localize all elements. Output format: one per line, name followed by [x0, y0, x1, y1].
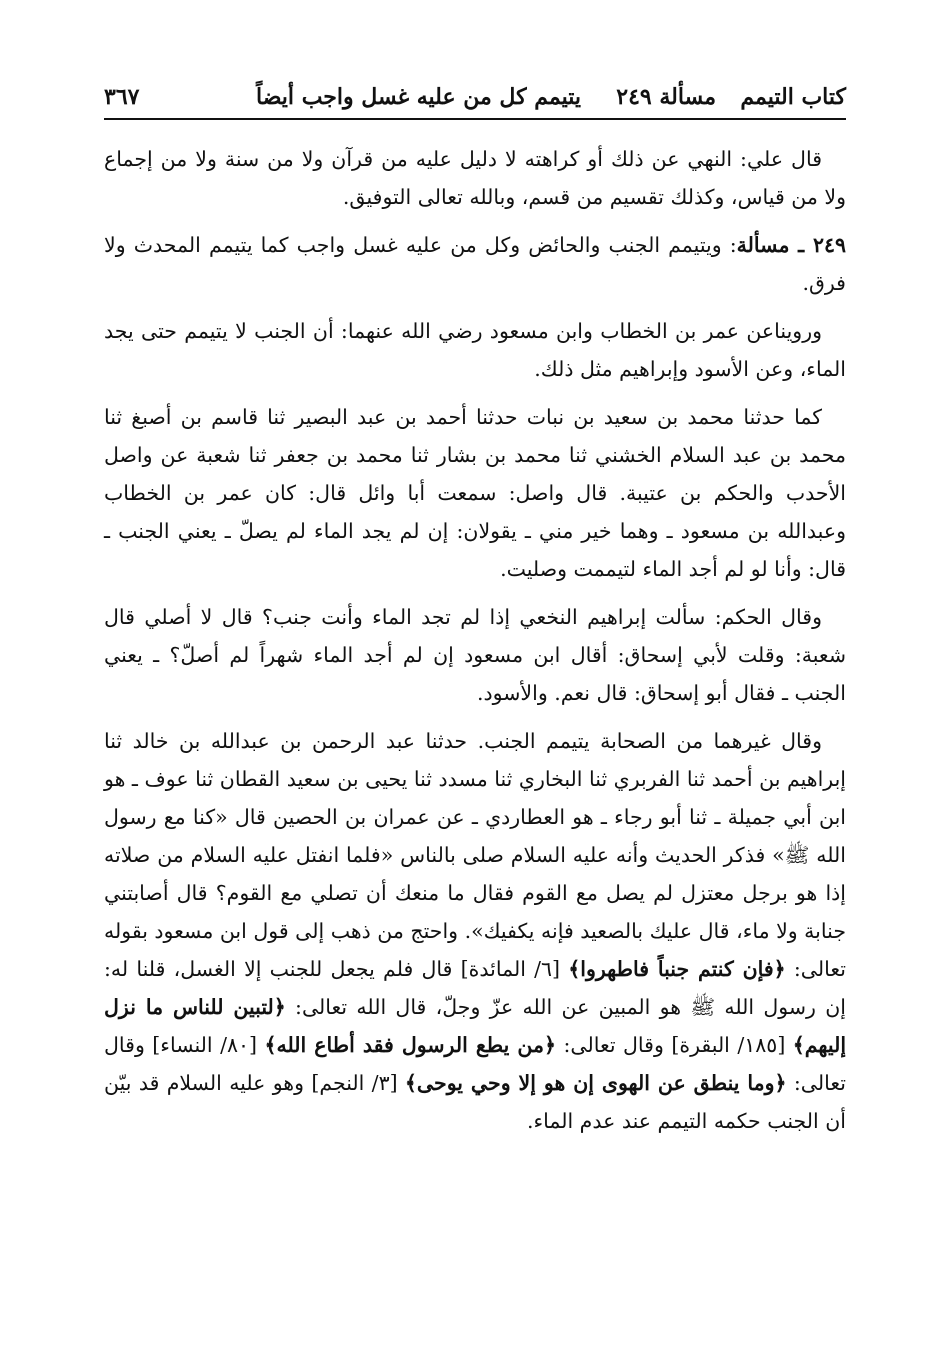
- page-body: [104, 140, 846, 1150]
- quran-quote: ﴿فإن كنتم جنباً فاطهروا﴾: [568, 957, 786, 981]
- issue-number: مسألة ٢٤٩: [616, 84, 716, 110]
- issue-paragraph: [104, 226, 846, 302]
- text-run: [٦/ المائدة] قال فلم يجعل للجنب إلا الغسل، قلنا له: إن رسول الله ﷺ هو المبين عن الله عزّ وجلّ، قال الله تعالى:: [104, 957, 846, 1019]
- paragraph: كما حدثنا محمد بن سعيد بن نبات حدثنا أحمد بن عبد البصير ثنا قاسم بن أصبغ ثنا محمد بن عبد السلام الخشني ثنا محمد بن بشار ثنا محمد بن جعفر ثنا شعبة عن واصل الأحدب والحكم بن عتيبة. قال واصل: سمعت أبا وائل قال: كان عمر بن الخطاب وعبدالله بن مسعود ـ وهما خير مني ـ يقولان: إن لم يجد الماء لم يصلّ ـ يعني الجنب ـ قال: وأنا لو لم أجد الماء لتيممت وصليت.: [104, 405, 846, 581]
- running-header: [104, 78, 846, 116]
- header-rule: [104, 118, 846, 120]
- quran-quote: ﴿لتبين للناس ما نزل إليهم﴾: [104, 995, 847, 1057]
- page-number: ٣٦٧: [104, 84, 140, 110]
- quran-quote: ﴿من يطع الرسول فقد أطاع الله﴾: [264, 1033, 557, 1057]
- issue-text: : ويتيمم الجنب والحائض وكل من عليه غسل واجب كما يتيمم المحدث ولا فرق.: [104, 233, 846, 295]
- issue-label: ٢٤٩ ـ مسألة: [736, 233, 846, 257]
- book-title: كتاب التيمم: [740, 84, 846, 110]
- quran-quote: ﴿وما ينطق عن الهوى إن هو إلا وحي يوحى﴾: [404, 1071, 787, 1095]
- issue-title: يتيمم كل من عليه غسل واجب أيضاً: [256, 84, 581, 110]
- text-run: [٨٠/ النساء] وقال تعالى:: [104, 1033, 846, 1095]
- paragraph: قال علي: النهي عن ذلك أو كراهته لا دليل عليه من قرآن ولا من سنة ولا من إجماع ولا من قياس، وكذلك تقسيم من قسم، وبالله تعالى التوفيق.: [104, 147, 846, 209]
- text-run: [٣/ النجم] وهو عليه السلام قد بيّن أن الجنب حكمه التيمم عند عدم الماء.: [104, 1071, 846, 1133]
- text-run: وقال غيرهما من الصحابة يتيمم الجنب. حدثنا عبد الرحمن بن عبدالله بن خالد ثنا إبراهيم بن أحمد ثنا الفربري ثنا البخاري ثنا مسدد ثنا يحيى بن سعيد القطان ثنا عوف ـ هو ابن أبي جميلة ـ ثنا أبو رجاء ـ هو العطاردي ـ عن عمران بن الحصين قال «كنا مع رسول الله ﷺ» فذكر الحديث وأنه عليه السلام صلى بالناس «فلما انفتل عليه السلام من صلاته إذا هو برجل معتزل لم يصل مع القوم فقال ما منعك أن تصلي مع القوم؟ قال أصابتني جنابة ولا ماء، قال عليك بالصعيد فإنه يكفيك». واحتج من ذهب إلى قول ابن مسعود بقوله تعالى:: [104, 729, 846, 981]
- paragraph: ورويناعن عمر بن الخطاب وابن مسعود رضي الله عنهما: أن الجنب لا يتيمم حتى يجد الماء، وعن الأسود وإبراهيم مثل ذلك.: [104, 319, 846, 381]
- text-run: [١٨٥/ البقرة] وقال تعالى:: [556, 1033, 793, 1057]
- paragraph-with-quotations: [104, 722, 846, 1140]
- paragraph: وقال الحكم: سألت إبراهيم النخعي إذا لم تجد الماء وأنت جنب؟ قال لا أصلي قال شعبة: وقلت لأبي إسحاق: أقال ابن مسعود إن لم أجد الماء شهراً لم أصلّ؟ ـ يعني الجنب ـ فقال أبو إسحاق: قال نعم. والأسود.: [104, 605, 846, 705]
